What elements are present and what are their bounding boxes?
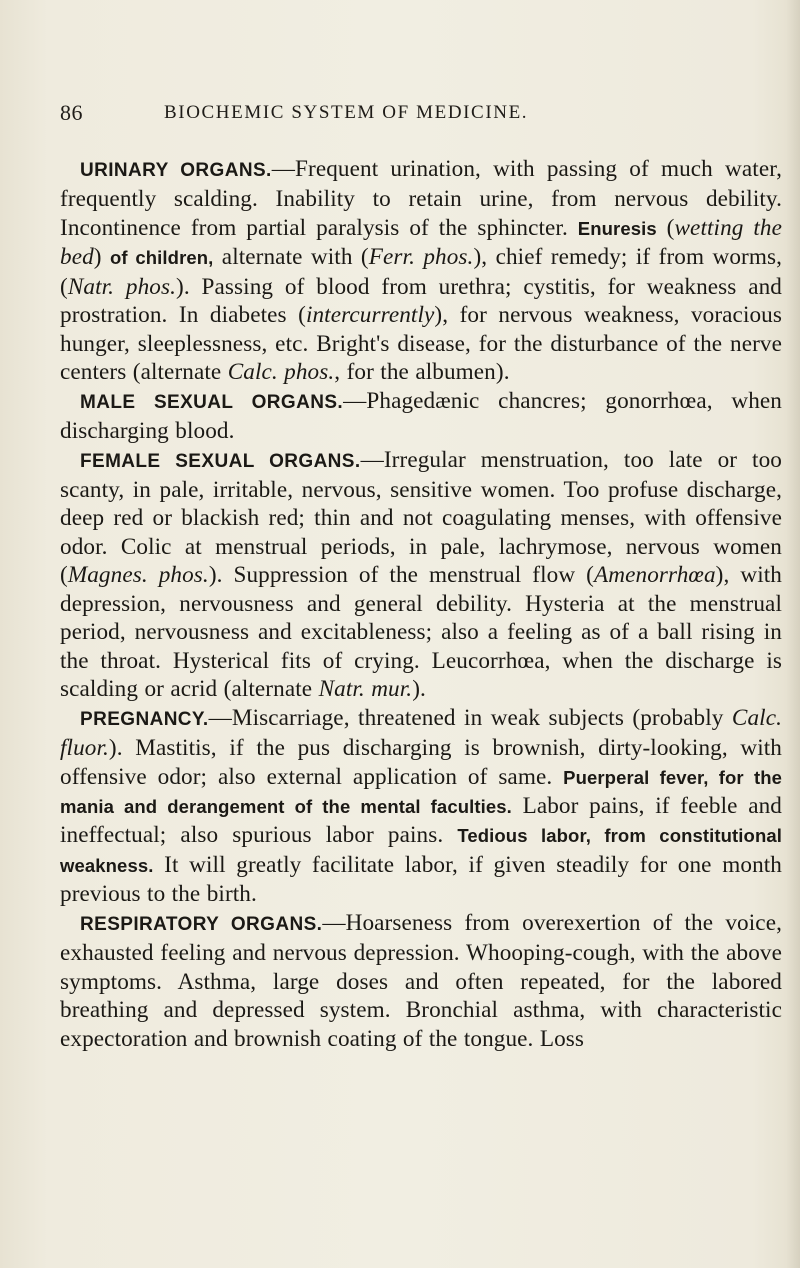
paragraph-text: ), chief remedy; if from worms, ( <box>60 244 783 300</box>
remedy-name: Ferr. phos. <box>368 244 474 271</box>
paragraph-respiratory-organs <box>60 909 782 1053</box>
italic-text: wetting the bed <box>60 214 783 271</box>
italic-text: Amenorrhœa <box>594 562 716 589</box>
paragraph-text: Labor pains, if feeble and ineffectual; also spurious labor pains. <box>60 792 782 849</box>
section-heading-respiratory-organs: RESPIRATORY ORGANS. <box>80 913 323 935</box>
paragraph-text: It will greatly facilitate labor, if given steadily for one month previous to the birth. <box>60 851 782 908</box>
section-heading-pregnancy: PREGNANCY. <box>80 708 209 730</box>
page-header <box>60 100 760 130</box>
remedy-name: Calc. fluor. <box>60 704 782 762</box>
paragraph-text: ). Mastitis, if the pus discharging is brownish, dirty-looking, with offensive odor; also external application of same. <box>60 735 782 790</box>
paragraph-pregnancy <box>60 704 782 909</box>
remedy-name: Natr. mur. <box>318 676 413 703</box>
section-heading-male-sexual-organs: MALE SEXUAL ORGANS. <box>80 391 344 413</box>
section-heading-female-sexual-organs: FEMALE SEXUAL ORGANS. <box>80 450 361 472</box>
paragraph-text: ). <box>412 676 426 703</box>
body-text <box>60 155 782 1053</box>
paragraph-text: —Irregular menstruation, too late or too scanty, in pale, irritable, nervous, sensitive women. Too profuse discharge, deep red or blackish red; thin and not coagulating menses, with offensive odor. Colic at menstrual periods, in pale, lachrymose, nervous women ( <box>60 446 782 589</box>
paragraph-text: ). Passing of blood from urethra; cystitis, for weakness and prostration. In diabetes ( <box>60 273 782 329</box>
emphasis-text: Tedious labor, from constitutional weakness. <box>60 825 782 876</box>
paragraph-text: , for the albumen). <box>334 359 510 386</box>
emphasis-text: of children, <box>110 247 214 269</box>
emphasis-text: Enuresis <box>577 217 657 239</box>
remedy-name: Natr. phos. <box>67 273 176 300</box>
remedy-name: Calc. phos. <box>227 359 335 386</box>
emphasis-text: Puerperal fever, for the mania and derangement of the mental faculties. <box>60 766 783 817</box>
paragraph-male-sexual-organs <box>60 387 782 446</box>
paragraph-text: —Phagedænic chancres; gonorrhœa, when discharging blood. <box>60 387 782 445</box>
paragraph-urinary-organs <box>60 155 782 387</box>
paragraph-text: alternate with ( <box>213 244 369 271</box>
page-edge-shadow <box>786 0 800 1268</box>
italic-text: intercurrently <box>305 302 435 329</box>
remedy-name: Magnes. phos. <box>67 562 209 589</box>
paragraph-text: ). Suppression of the menstrual flow ( <box>208 562 594 589</box>
paragraph-text: ( <box>656 214 675 241</box>
paragraph-text: —Miscarriage, threatened in weak subjects (probably <box>208 704 732 731</box>
page-number: 86 <box>60 100 83 125</box>
paragraph-text: —Frequent urination, with passing of much water, frequently scalding. Inability to retain urine, from nervous debility. Incontinence from partial paralysis of the sphincter. <box>60 156 782 241</box>
paragraph-text: ) <box>93 244 110 271</box>
paragraph-female-sexual-organs <box>60 446 782 704</box>
running-title: BIOCHEMIC SYSTEM OF MEDICINE. <box>164 102 529 123</box>
paragraph-text: ), for nervous weakness, voracious hunger, sleeplessness, etc. Bright's disease, for the disturbance of the nerve centers (alternate <box>60 302 782 386</box>
section-heading-urinary-organs: URINARY ORGANS. <box>80 160 272 181</box>
paragraph-text: —Hoarseness from overexertion of the voice, exhausted feeling and nervous depression. Whooping-cough, with the above symptoms. Asthma, large doses and often repeated, for the labored breathing and depressed system. Bronchial asthma, with characteristic expectoration and brownish coating of the tongue. Loss <box>60 909 782 1052</box>
paragraph-text: ), with depression, nervousness and general debility. Hysteria at the menstrual period, nervousness and excitableness; also a feeling as of a ball rising in the throat. Hysterical fits of crying. Leucorrhœa, when the discharge is scalding or acrid (alternate <box>60 562 782 703</box>
